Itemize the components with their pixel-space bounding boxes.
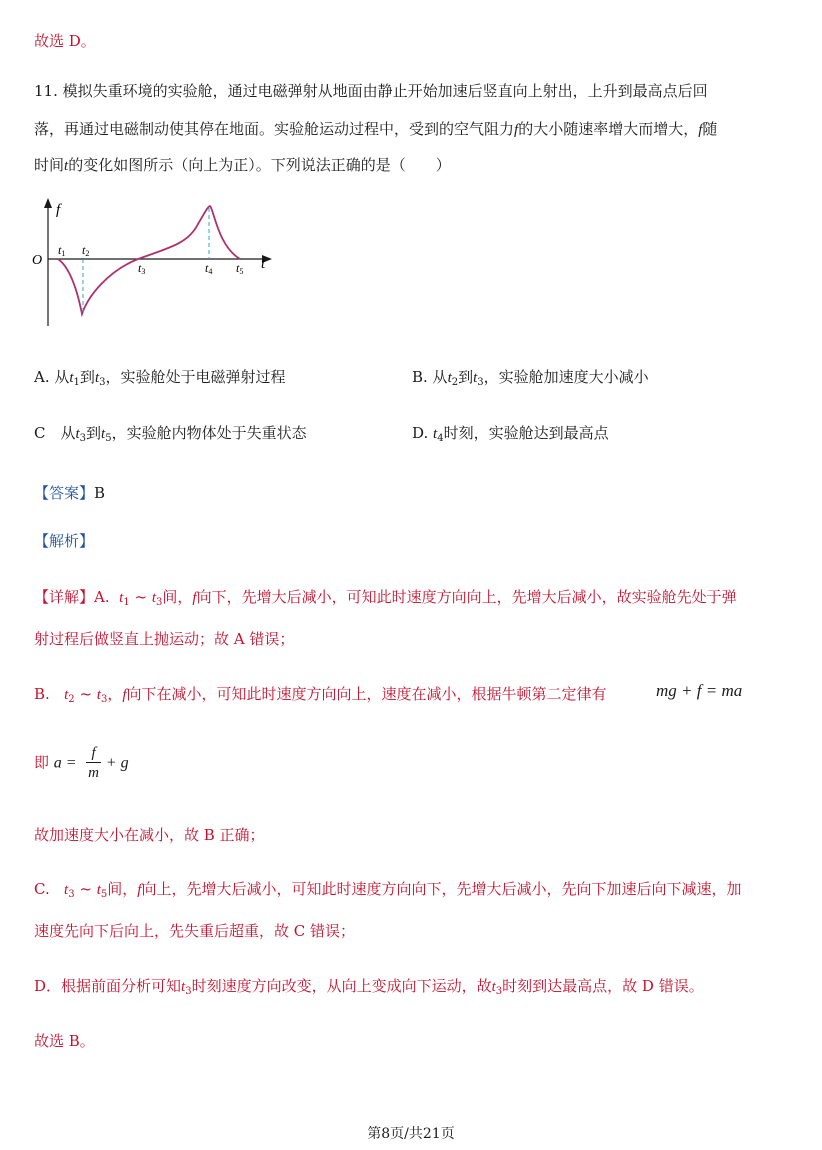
- option-b[interactable]: B. 从$t_2$到$t_3$，实验舱加速度大小减小: [412, 368, 649, 388]
- force-curve: [58, 206, 240, 314]
- page-footer: 第8页/共21页: [367, 1126, 455, 1142]
- final-conclusion: 故选 B。: [34, 1032, 95, 1050]
- detail-b-conclusion: 故加速度大小在减小，故 B 正确；: [34, 826, 265, 844]
- fraction-f-over-m: $\frac{f}{m}$: [88, 745, 99, 781]
- option-c[interactable]: C 从$t_3$到$t_5$，实验舱内物体处于失重状态: [34, 424, 307, 444]
- option-a[interactable]: A. 从$t_1$到$t_3$，实验舱处于电磁弹射过程: [34, 368, 286, 388]
- force-time-graph: [28, 196, 278, 336]
- detail-a-line-2: 射过程后做竖直上抛运动；故 A 错误；: [34, 630, 295, 648]
- analysis-label: 【解析】: [34, 532, 95, 550]
- t4-label: t4: [205, 261, 213, 276]
- detail-d-line: D．根据前面分析可知$t_3$时刻速度方向改变，从向上变成向下运动，故$t_3$时刻到达最高点，故 D 错误。: [34, 977, 704, 997]
- y-axis-label: f: [56, 202, 61, 218]
- t1-label: t1: [58, 243, 66, 258]
- acceleration-equation: 即 a = $\frac{f}{m}$ + g: [34, 745, 129, 781]
- option-d[interactable]: D. $t_4$时刻，实验舱达到最高点: [412, 424, 609, 444]
- detail-c-line-1: C. $t_3$ ~ $t_5$间，f向上，先增大后减小，可知此时速度方向向下，先增大后减小，先向下加速后向下减速，加: [34, 880, 742, 900]
- detail-c-line-2: 速度先向下后向上，先失重后超重，故 C 错误；: [34, 922, 356, 940]
- x-axis-label: t: [261, 256, 266, 272]
- answer-label: 【答案】: [34, 484, 95, 502]
- detail-b-line-1: B. $t_2$ ~ $t_3$，f向下在减小，可知此时速度方向向上，速度在减小，根据牛顿第二定律有: [34, 685, 607, 705]
- previous-answer-conclusion: 故选 D。: [34, 32, 96, 50]
- origin-label: O: [32, 253, 43, 268]
- answer-value: B: [94, 484, 106, 502]
- answer-line: [34, 482, 105, 503]
- question-line-3: 时间t的变化如图所示（向上为正）。下列说法正确的是（ ）: [34, 156, 451, 174]
- t3-label: t3: [138, 261, 146, 276]
- detail-a-line-1: 【详解】A. $t_1$ ~ $t_3$间，f向下，先增大后减小，可知此时速度方向向上，先增大后减小，故实验舱先处于弹: [34, 588, 737, 608]
- question-line-2: 落，再通过电磁制动使其停在地面。实验舱运动过程中，受到的空气阻力f的大小随速率增大而增大，f随: [34, 120, 718, 138]
- t5-label: t5: [236, 261, 244, 276]
- newton-equation: mg + f = ma: [656, 681, 743, 700]
- question-line-1: 11. 模拟失重环境的实验舱，通过电磁弹射从地面由静止开始加速后竖直向上射出，上升到最高点后回: [34, 82, 708, 100]
- y-axis-arrow: [44, 198, 52, 208]
- t2-label: t2: [82, 243, 90, 258]
